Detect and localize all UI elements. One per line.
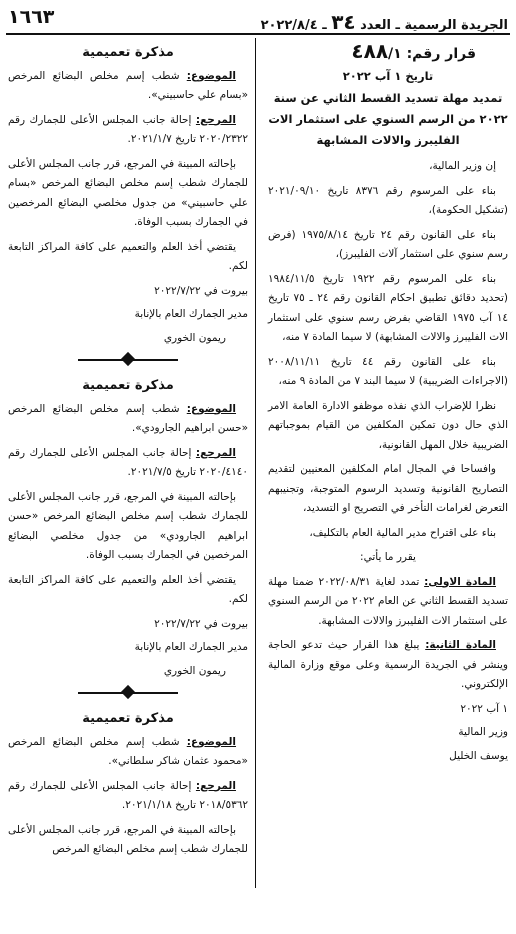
decision-recital-6: وافساحا في المجال امام المكلفين المعنيين لتقديم التصاريح القانونية وتسديد الرسوم المتوجبة، وتجنيبهم التعرض لغرامات التأخر في التصريح او التسديد، bbox=[268, 463, 508, 514]
decision-opening: إن وزير المالية، bbox=[429, 160, 496, 172]
memo-signer-name: ريمون الخوري bbox=[163, 664, 226, 677]
decision-date: تاريخ ١ آب ٢٠٢٢ bbox=[342, 68, 434, 83]
decision-recital-5: نظرا للإضراب الذي نفذه موظفو الادارة العامة الامر الذي حال دون تمكين المكلفين من القيام بموجباتهم الضريبية خلال المهل القانونية، bbox=[268, 399, 508, 451]
decision-sign-date: ١ آب ٢٠٢٢ bbox=[460, 702, 508, 715]
memo-body: بإحالته المبينة في المرجع، قرر جانب المجلس الأعلى للجمارك شطب إسم مخلص البضائع المرخص bbox=[8, 823, 248, 855]
memo-subject: الموضوع: شطب إسم مخلص البضائع المرخص «حسن ابراهيم الجارودي». bbox=[8, 402, 248, 434]
decision-title: تمديد مهلة تسديد القسط الثاني عن سنة ٢٠٢٢ من الرسم السنوي على استثمار الات الفليبرز والالات المشابهة bbox=[268, 91, 508, 147]
memo-separator bbox=[8, 354, 248, 366]
header-rule bbox=[6, 33, 510, 35]
decision-decides: يقرر ما يأتي: bbox=[360, 551, 416, 563]
issue-number: ٣٤ bbox=[331, 10, 356, 34]
decision-signer-name: يوسف الخليل bbox=[449, 749, 508, 762]
memo bbox=[8, 709, 248, 860]
memo-closing: يقتضي أخذ العلم والتعميم على كافة المراكز التابعة لكم. bbox=[8, 240, 248, 272]
decision-article-2: المادة الثانية: يبلغ هذا القرار حيث تدعو الحاجة وينشر في الجريدة الرسمية وعلى موقع وزارة المالية الإلكتروني. bbox=[268, 639, 508, 690]
column-divider bbox=[255, 38, 256, 888]
decision-recital-1: بناء على المرسوم رقم ٨٣٧٦ تاريخ ٢٠٢١/٠٩/١٠ (تشكيل الحكومة)، bbox=[268, 184, 508, 216]
memo-date: بيروت في ٢٠٢٢/٧/٢٢ bbox=[154, 284, 248, 297]
memo-title: مذكرة تعميمية bbox=[82, 378, 174, 393]
decision-column bbox=[268, 40, 508, 770]
decision-signer-title: وزير المالية bbox=[458, 726, 508, 738]
decision-recital-4: بناء على القانون رقم ٤٤ تاريخ ٢٠٠٨/١١/١١ (الاجراءات الضريبية) لا سيما البند ٧ من المادة ٩ منه، bbox=[268, 355, 508, 387]
decision-number-value: ٤٨٨ bbox=[351, 39, 389, 63]
memo-closing: يقتضي أخذ العلم والتعميم على كافة المراكز التابعة لكم. bbox=[8, 573, 248, 605]
memo-reference: المرجع: إحالة جانب المجلس الأعلى للجمارك رقم ٢٠٢٠/٢٣٢٢ تاريخ ٢٠٢١/١/٧. bbox=[8, 113, 248, 145]
page-header bbox=[6, 6, 510, 34]
memo-subject: الموضوع: شطب إسم مخلص البضائع المرخص «محمود عثمان شاكر سلطاني». bbox=[8, 735, 248, 767]
memo-separator bbox=[8, 687, 248, 699]
decision-recital-3: بناء على المرسوم رقم ١٩٢٢ تاريخ ١٩٨٤/١١/٥ (تحديد دقائق تطبيق احكام القانون رقم ٢٤ ـ ٧٥ تاريخ ١٤ آب ١٩٧٥ القاضي بفرض رسم سنوي على استثمار الات الفليبرز والالات المشابهة) لا سيما المادة ٧ منه، bbox=[268, 272, 508, 343]
journal-issue-line: الجريدة الرسمية ـ العدد ٣٤ ـ ٢٠٢٢/٨/٤ bbox=[260, 10, 508, 34]
memo bbox=[8, 376, 248, 681]
memo-signer-title: مدير الجمارك العام بالإنابة bbox=[134, 641, 248, 653]
memo-reference: المرجع: إحالة جانب المجلس الأعلى للجمارك رقم ٢٠١٨/٥٣٦٢ تاريخ ٢٠٢١/١/١٨. bbox=[8, 779, 248, 811]
memo-title: مذكرة تعميمية bbox=[82, 711, 174, 726]
memos-column bbox=[8, 40, 248, 865]
memo-signer-title: مدير الجمارك العام بالإنابة bbox=[134, 308, 248, 320]
decision-recital-2: بناء على القانون رقم ٢٤ تاريخ ١٩٧٥/٨/١٤ (فرض رسم سنوي على استثمار آلات الفليبرز)، bbox=[268, 228, 508, 260]
memo-reference: المرجع: إحالة جانب المجلس الأعلى للجمارك رقم ٢٠٢٠/٤١٤٠ تاريخ ٢٠٢١/٧/٥. bbox=[8, 446, 248, 478]
memo-body: بإحالته المبينة في المرجع، قرر جانب المجلس الأعلى للجمارك شطب إسم مخلص البضائع المرخص «حسن ابراهيم الجارودي» من جدول مخلصي البضائع المرخصين في الجمارك بسبب الوفاة. bbox=[8, 490, 248, 561]
memo-title: مذكرة تعميمية bbox=[82, 45, 174, 60]
decision-article-1: المادة الاولى: تمدد لغاية ٢٠٢٢/٠٨/٣١ ضمنا مهلة تسديد القسط الثاني عن العام ٢٠٢٢ من الرسم السنوي على استثمار الات الفليبرز والالات المشابهة. bbox=[268, 575, 509, 627]
journal-name: الجريدة الرسمية ـ العدد bbox=[360, 18, 508, 33]
page-number: ١٦٦٣ bbox=[8, 6, 55, 28]
memo-signer-name: ريمون الخوري bbox=[163, 331, 226, 344]
decision-recital-7: بناء على اقتراح مدير المالية العام بالتكليف، bbox=[309, 526, 496, 539]
memo-date: بيروت في ٢٠٢٢/٧/٢٢ bbox=[154, 617, 248, 630]
memo-subject: الموضوع: شطب إسم مخلص البضائع المرخص «بسام علي حاسبيني». bbox=[8, 69, 248, 101]
issue-date: ٢٠٢٢/٨/٤ bbox=[260, 18, 318, 33]
memo bbox=[8, 43, 248, 348]
memo-body: بإحالته المبينة في المرجع، قرر جانب المجلس الأعلى للجمارك شطب إسم مخلص البضائع المرخص «بسام علي حاسبيني» من جدول مخلصي البضائع المرخصين في الجمارك بسبب الوفاة. bbox=[8, 157, 248, 228]
decision-number: قرار رقم: ٤٨٨/١ bbox=[351, 39, 476, 63]
